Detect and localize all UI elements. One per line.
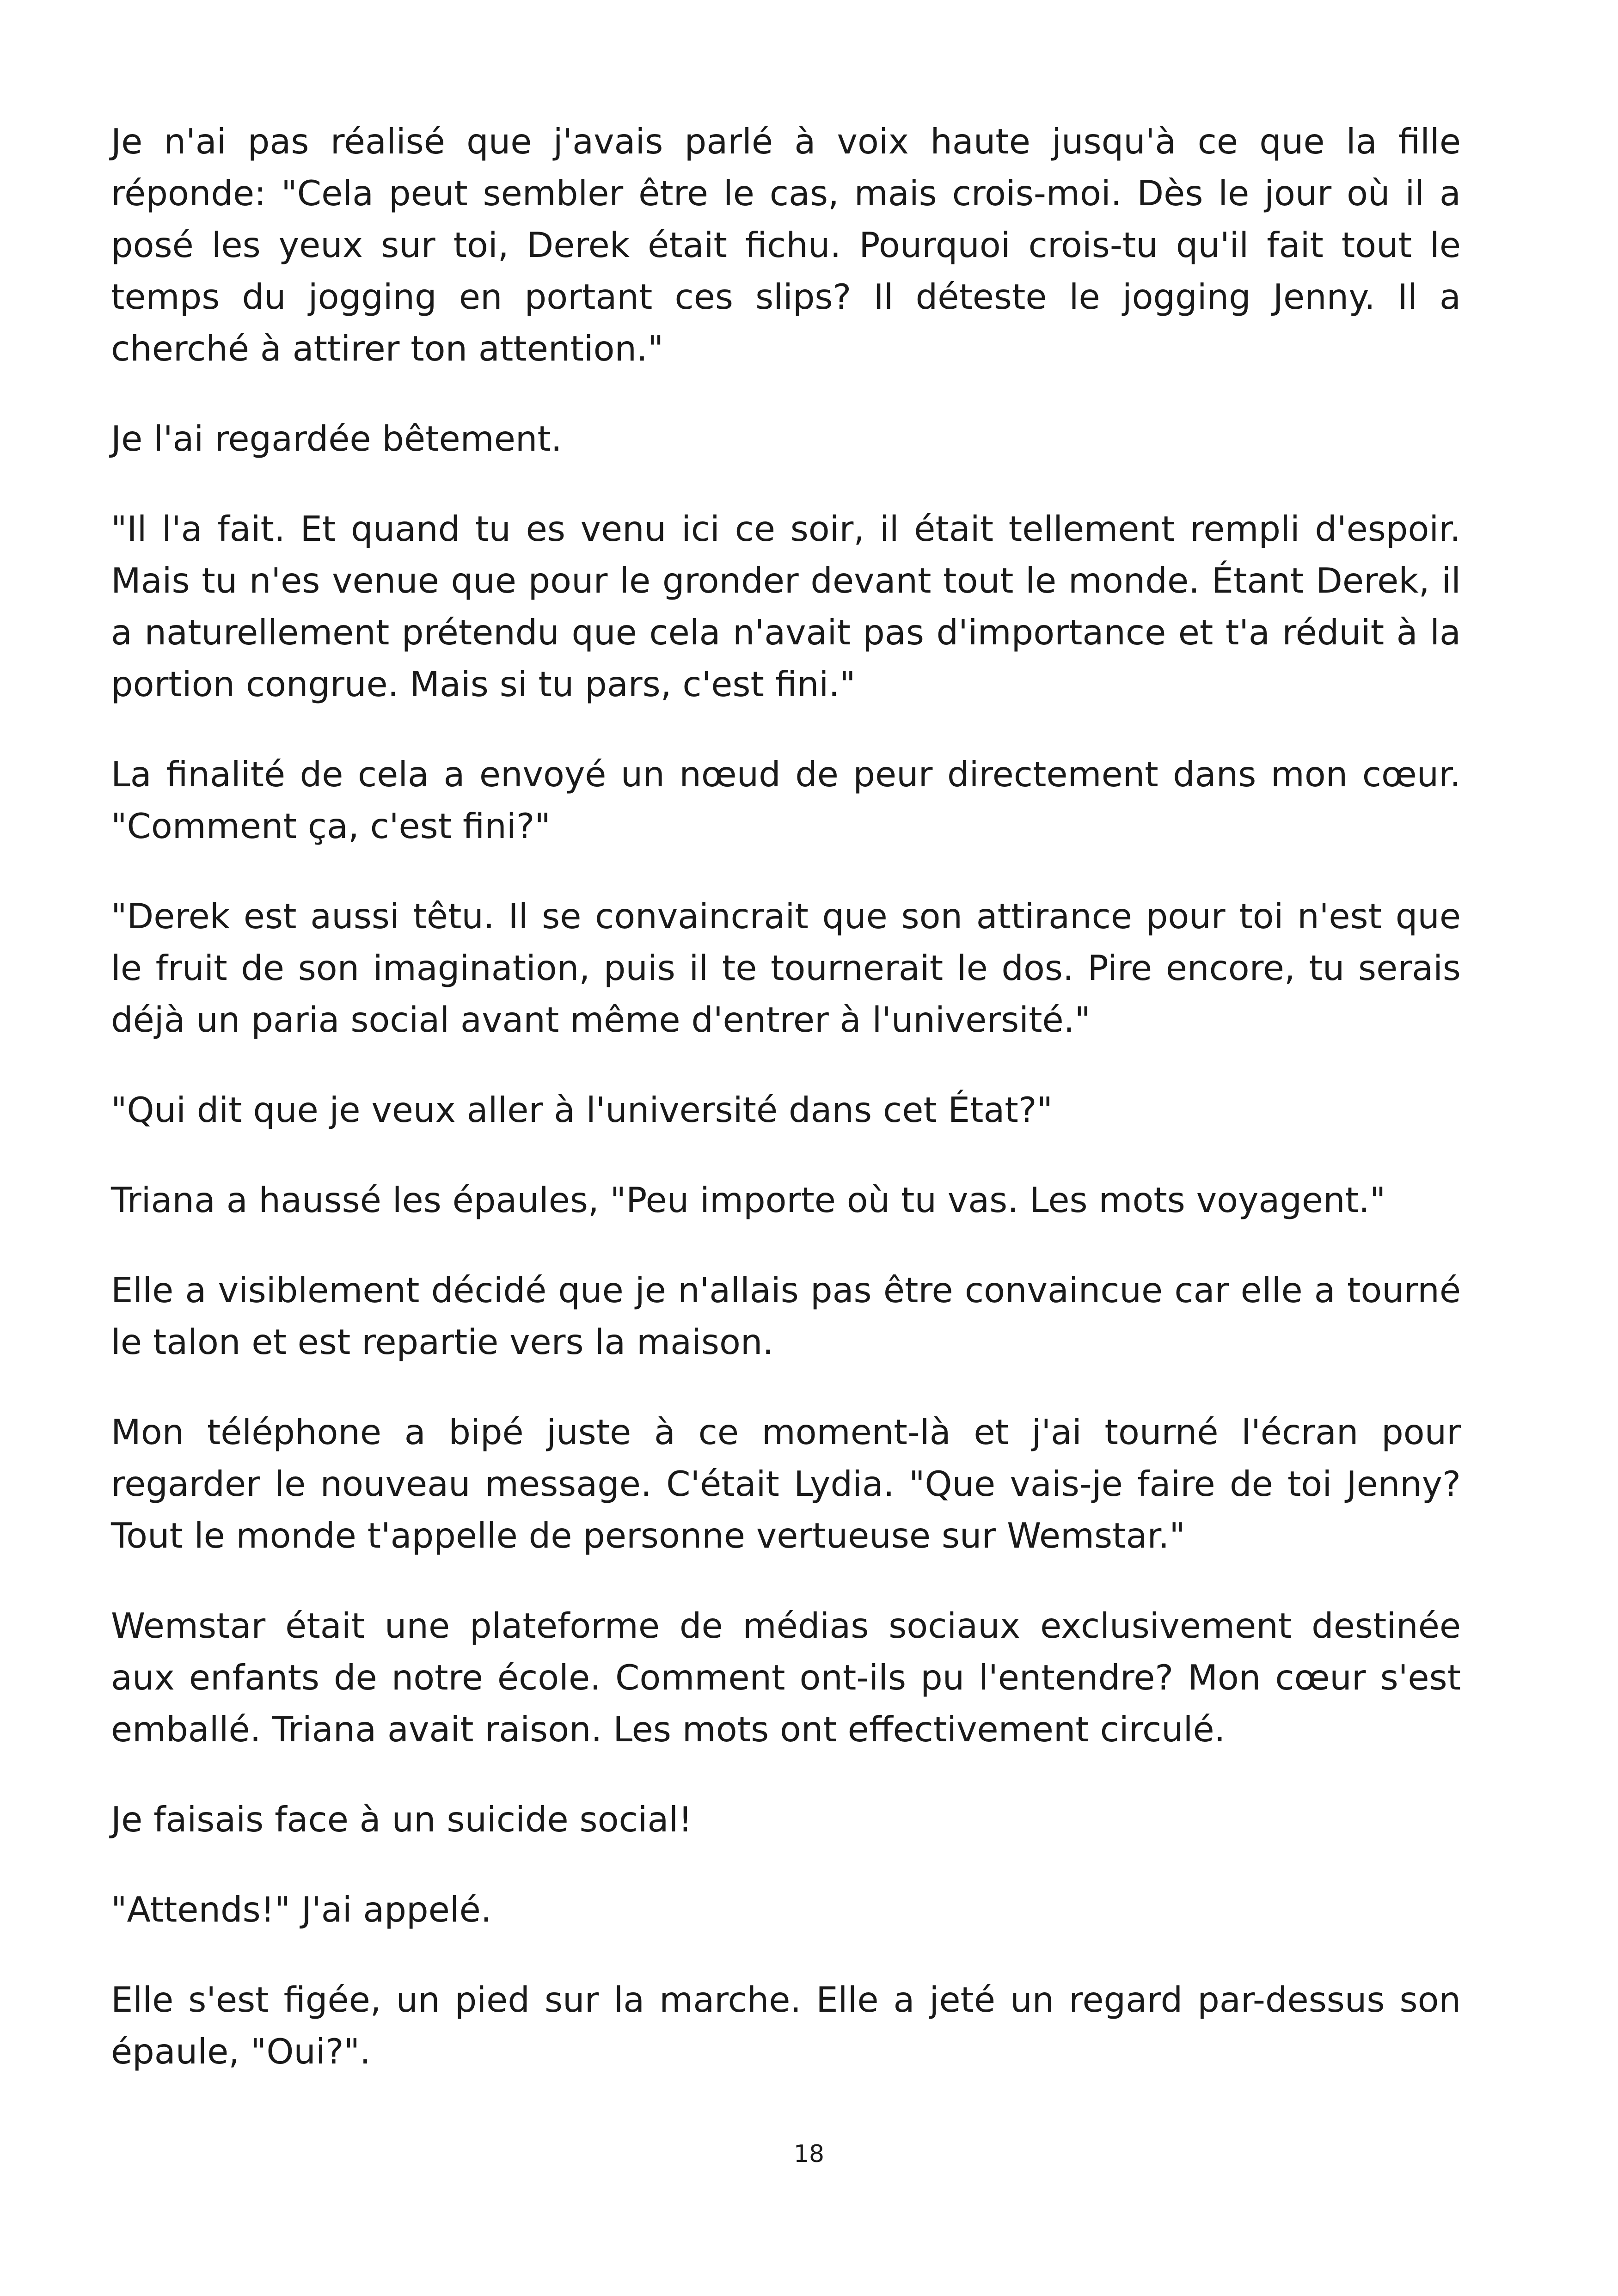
paragraph: "Qui dit que je veux aller à l'université dans cet État?": [111, 1090, 1053, 1130]
paragraph: Wemstar était une plateforme de médias sociaux exclusivement destinée aux enfants de notre école. Comment ont-ils pu l'entendre? Mon cœur s'est emballé. Triana avait raison. Les mots ont effectivement circulé.: [111, 1605, 1461, 1750]
page-body: [111, 116, 1461, 2116]
paragraph: "Il l'a fait. Et quand tu es venu ici ce soir, il était tellement rempli d'espoir. Mais tu n'es venue que pour le gronder devant tout le monde. Étant Derek, il a naturellement prétendu que cela n'avait pas d'importance et t'a réduit à la portion congrue. Mais si tu pars, c'est fini.": [111, 508, 1461, 704]
paragraph: La finalité de cela a envoyé un nœud de peur directement dans mon cœur. "Comment ça, c'est fini?": [111, 754, 1461, 846]
page-number: 18: [793, 2140, 825, 2168]
paragraph: Mon téléphone a bipé juste à ce moment-là et j'ai tourné l'écran pour regarder le nouveau message. C'était Lydia. "Que vais-je faire de toi Jenny? Tout le monde t'appelle de personne vertueuse sur Wemstar.": [111, 1412, 1461, 1556]
paragraph: "Attends!" J'ai appelé.: [111, 1889, 492, 1930]
paragraph: "Derek est aussi têtu. Il se convaincrait que son attirance pour toi n'est que le fruit de son imagination, puis il te tournerait le dos. Pire encore, tu serais déjà un paria social avant même d'entrer à l'université.": [111, 896, 1461, 1040]
paragraph: Je l'ai regardée bêtement.: [111, 418, 562, 459]
paragraph: Triana a haussé les épaules, "Peu importe où tu vas. Les mots voyagent.": [111, 1180, 1386, 1220]
paragraph: Elle a visiblement décidé que je n'allais pas être convaincue car elle a tourné le talon et est repartie vers la maison.: [111, 1270, 1461, 1362]
paragraph: Elle s'est figée, un pied sur la marche. Elle a jeté un regard par-dessus son épaule, "Oui?".: [111, 1979, 1461, 2072]
paragraph: Je n'ai pas réalisé que j'avais parlé à voix haute jusqu'à ce que la fille réponde: "Cela peut sembler être le cas, mais crois-moi. Dès le jour où il a posé les yeux sur toi, Derek était fichu. Pourquoi crois-tu qu'il fait tout le temps du jogging en portant ces slips? Il déteste le jogging Jenny. Il a cherché à attirer ton attention.": [111, 121, 1461, 369]
paragraph: Je faisais face à un suicide social!: [111, 1799, 693, 1840]
